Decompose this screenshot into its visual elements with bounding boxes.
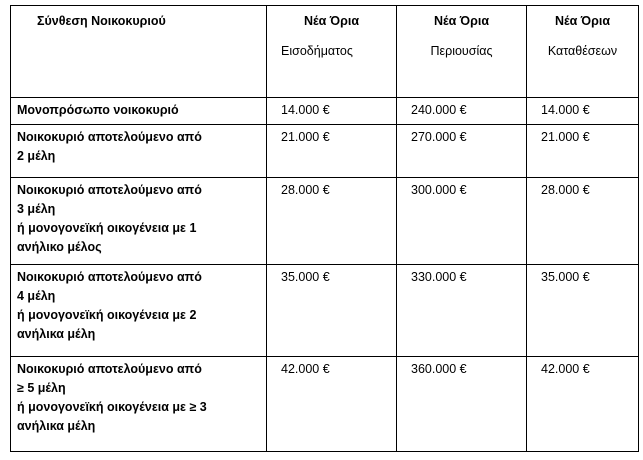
composition-line: Μονοπρόσωπο νοικοκυριό — [17, 103, 179, 117]
deposits-limit-cell — [527, 98, 639, 125]
header-row — [11, 6, 639, 98]
household-composition-cell — [11, 265, 267, 357]
income-limit-value: 42.000 € — [281, 362, 330, 376]
assets-limit-value: 240.000 € — [411, 103, 467, 117]
income-limit-value: 35.000 € — [281, 270, 330, 284]
composition-line: ή μονογονεϊκή οικογένεια με 1 — [17, 221, 197, 235]
assets-limit-cell — [397, 265, 527, 357]
composition-line: Νοικοκυριό αποτελούμενο από — [17, 130, 202, 144]
composition-line: 3 μέλη — [17, 202, 56, 216]
table-row — [11, 178, 639, 265]
deposits-limit-value: 28.000 € — [541, 183, 590, 197]
income-limit-cell — [267, 357, 397, 452]
composition-line: ανήλικα μέλη — [17, 327, 96, 341]
composition-line: Νοικοκυριό αποτελούμενο από — [17, 270, 202, 284]
deposits-limit-value: 42.000 € — [541, 362, 590, 376]
header-assets-subtitle: Περιουσίας — [430, 44, 493, 58]
income-limit-value: 14.000 € — [281, 103, 330, 117]
table-row — [11, 357, 639, 452]
assets-limit-value: 330.000 € — [411, 270, 467, 284]
header-cell-composition — [11, 6, 267, 98]
deposits-limit-value: 35.000 € — [541, 270, 590, 284]
income-limit-value: 28.000 € — [281, 183, 330, 197]
header-income-title: Νέα Όρια — [303, 14, 360, 28]
composition-line: 2 μέλη — [17, 149, 56, 163]
income-limit-value: 21.000 € — [281, 130, 330, 144]
assets-limit-cell — [397, 357, 527, 452]
deposits-limit-cell — [527, 125, 639, 178]
household-limits-table — [10, 5, 639, 452]
header-assets-title: Νέα Όρια — [433, 14, 490, 28]
composition-line: Νοικοκυριό αποτελούμενο από — [17, 183, 202, 197]
header-deposits-subtitle: Καταθέσεων — [547, 44, 618, 58]
header-composition: Σύνθεση Νοικοκυριού — [37, 14, 166, 28]
header-cell-income — [267, 6, 397, 98]
deposits-limit-cell — [527, 357, 639, 452]
income-limit-cell — [267, 98, 397, 125]
income-limit-cell — [267, 265, 397, 357]
household-composition-cell — [11, 98, 267, 125]
deposits-limit-cell — [527, 178, 639, 265]
composition-line: ή μονογονεϊκή οικογένεια με 2 — [17, 308, 197, 322]
household-composition-cell — [11, 357, 267, 452]
assets-limit-cell — [397, 125, 527, 178]
table-row — [11, 125, 639, 178]
assets-limit-value: 300.000 € — [411, 183, 467, 197]
composition-line: 4 μέλη — [17, 289, 56, 303]
header-income-subtitle: Εισοδήματος — [281, 44, 353, 58]
header-cell-assets — [397, 6, 527, 98]
income-limit-cell — [267, 125, 397, 178]
table-row — [11, 98, 639, 125]
assets-limit-value: 270.000 € — [411, 130, 467, 144]
composition-line: ≥ 5 μέλη — [17, 381, 66, 395]
deposits-limit-value: 14.000 € — [541, 103, 590, 117]
household-composition-cell — [11, 125, 267, 178]
header-deposits-title: Νέα Όρια — [554, 14, 611, 28]
assets-limit-cell — [397, 98, 527, 125]
deposits-limit-value: 21.000 € — [541, 130, 590, 144]
composition-line: ανήλικο μέλος — [17, 240, 102, 254]
household-composition-cell — [11, 178, 267, 265]
composition-line: ανήλικα μέλη — [17, 419, 96, 433]
header-cell-deposits — [527, 6, 639, 98]
deposits-limit-cell — [527, 265, 639, 357]
assets-limit-cell — [397, 178, 527, 265]
income-limit-cell — [267, 178, 397, 265]
assets-limit-value: 360.000 € — [411, 362, 467, 376]
composition-line: ή μονογονεϊκή οικογένεια με ≥ 3 — [17, 400, 207, 414]
composition-line: Νοικοκυριό αποτελούμενο από — [17, 362, 202, 376]
table-row — [11, 265, 639, 357]
